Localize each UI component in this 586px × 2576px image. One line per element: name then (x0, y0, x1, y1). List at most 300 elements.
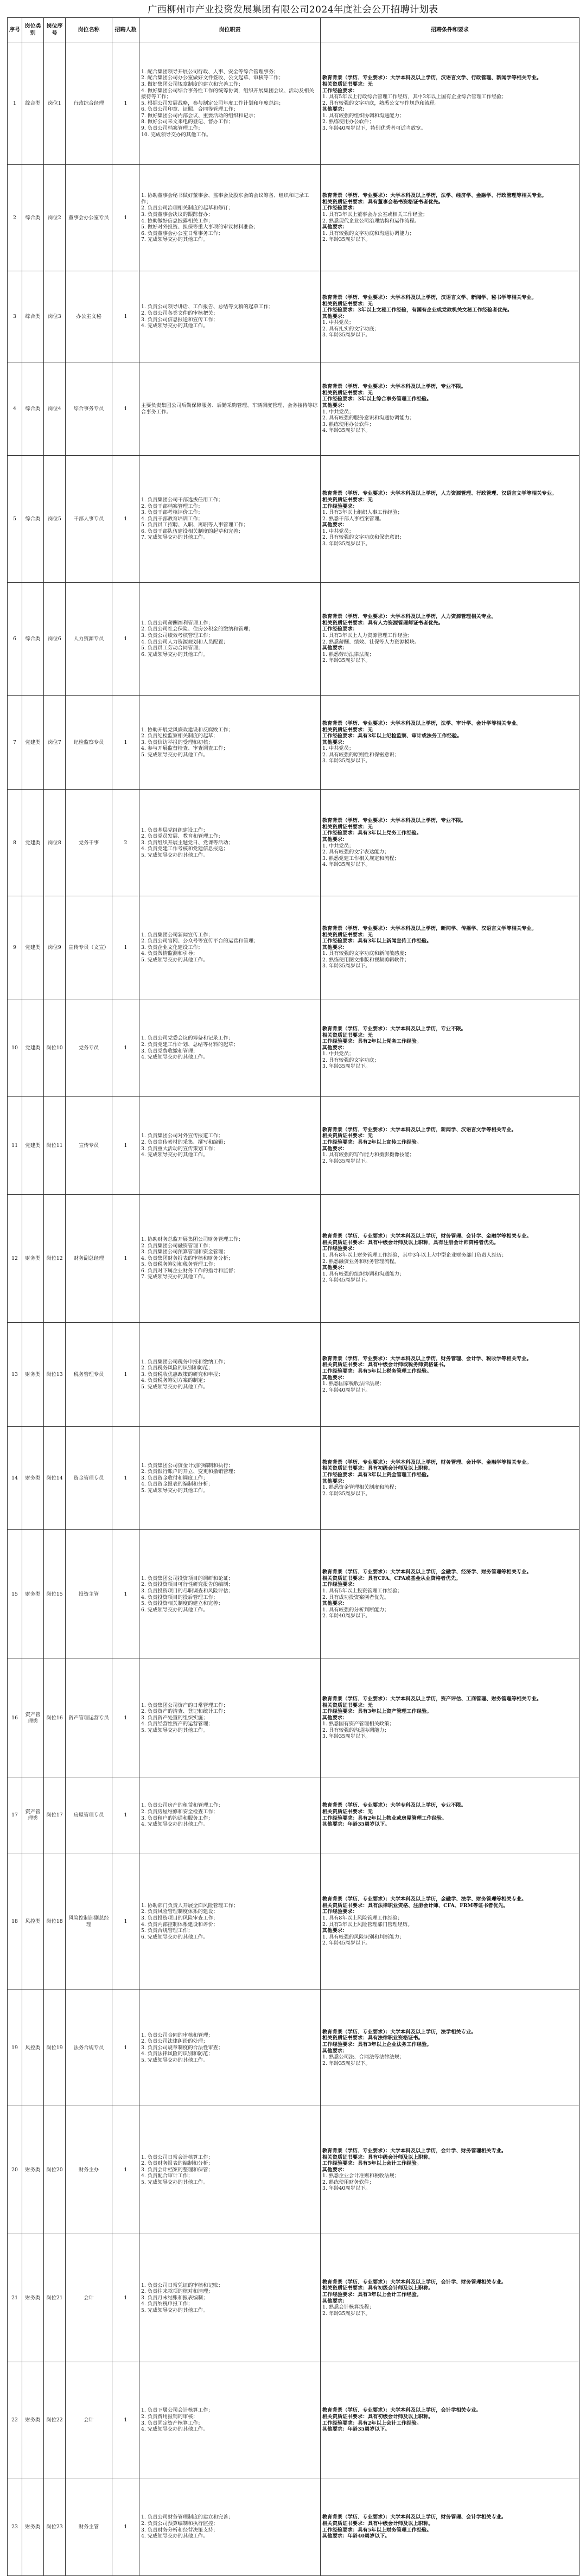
duty-line: 3. 负责税收优惠政策的研究和申报； (141, 1371, 224, 1378)
duty-line: 2. 负责公司治理相关制度的起草和修订； (141, 205, 233, 212)
requirement-line: 1. 中共党员； (322, 409, 354, 415)
requirement-line: 1. 熟悉劳动法律法规； (322, 651, 374, 658)
requirement-line: 教育背景（学历、专业要求）：大学本科及以上学历，专业不限。 (322, 1025, 466, 1032)
duty-line: 2. 负责公司法律纠纷的处理； (141, 2038, 208, 2045)
cell-post: 财务副总经理 (66, 1195, 112, 1323)
cell-dept: 综合类 (22, 583, 44, 696)
requirement-line: 工作经验要求：具有3年以上党务工作经验。 (322, 830, 422, 837)
duty-line: 5. 完成领导交办的其他工作。 (141, 1727, 208, 1733)
requirement-line: 其他要求： (322, 739, 348, 745)
duty-line: 4. 负责投资项目的投后管理工作； (141, 1594, 218, 1601)
requirement-line: 教育背景（学历、专业要求）：大学本科及以上学历，法学、经济学、金融学、行政管理等相关专业。 (322, 193, 547, 199)
cell-count: 1 (112, 42, 139, 165)
table-row (8, 1530, 579, 1659)
duty-line: 1. 负责公司党委会议的筹备和记录工作； (141, 1035, 233, 1042)
duty-line: 5. 完成领导交办的其他工作。 (141, 1383, 208, 1390)
requirement-line: 1. 中共党员； (322, 320, 354, 326)
duty-line: 5. 做好对外投资、担保等重大事项的审议材料准备； (141, 224, 259, 231)
cell-requirements (321, 896, 579, 999)
requirement-line: 3. 年龄35周岁以下。 (322, 1733, 371, 1740)
requirement-line: 相关资质证书要求：无 (322, 1702, 373, 1708)
requirement-line: 相关资质证书要求：具有法律职业资格、注册会计师、CFA、FRM等证书者优先。 (322, 1902, 508, 1909)
requirement-line: 教育背景（学历、专业要求）：大学本科及以上学历，资产评估、工商管理、财务管理等相关专业。 (322, 1695, 542, 1702)
requirement-line: 1. 熟悉国家税收法律法规； (322, 1381, 385, 1387)
cell-count: 1 (112, 1853, 139, 1990)
cell-requirements (321, 1659, 579, 1777)
cell-requirements (321, 696, 579, 790)
requirement-line: 其他要求： (322, 1265, 348, 1271)
requirement-line: 2. 年龄35周岁以下。 (322, 658, 371, 664)
requirement-line: 2. 具有较强的文字表达能力； (322, 849, 390, 856)
requirement-line: 相关资质证书要求：具有中级会计师或税务师资格证书。 (322, 1362, 449, 1368)
cell-dept: 党建类 (22, 790, 44, 896)
cell-seq: 15 (8, 1530, 22, 1659)
duty-line: 5. 完成领导交办的其他工作。 (141, 2307, 208, 2313)
table-body (8, 42, 579, 2576)
cell-code: 岗位5 (44, 456, 66, 583)
duty-line: 3. 负责党费收缴和管理； (141, 1048, 198, 1054)
requirement-line: 工作经验要求： (322, 205, 358, 212)
cell-seq: 19 (8, 1990, 22, 2106)
requirement-line: 1. 具有较强的文字功底和沟通协调能力； (322, 230, 415, 237)
requirement-line: 1. 具有较强的写作能力和摄影摄像技能； (322, 1152, 415, 1158)
duty-line: 5. 完成领导交办的其他工作。 (141, 751, 208, 758)
cell-count: 1 (112, 583, 139, 696)
cell-code: 岗位16 (44, 1659, 66, 1777)
cell-code: 岗位23 (44, 2478, 66, 2576)
cell-count: 1 (112, 1659, 139, 1777)
duty-line: 3. 负责财务分析和经营决策支持； (141, 2527, 218, 2533)
requirement-line: 其他要求： (322, 522, 348, 528)
cell-seq: 18 (8, 1853, 22, 1990)
duty-line: 1. 协助开展党风廉政建设和反腐败工作； (141, 726, 233, 733)
requirement-line: 教育背景（学历、专业要求）：大学本科及以上学历，会计学、财务管理相关专业。 (322, 2147, 507, 2154)
requirement-line: 工作经验要求： (322, 503, 358, 509)
cell-requirements (321, 2362, 579, 2478)
requirement-line: 2. 具有较强的文字功底； (322, 1057, 379, 1063)
cell-code: 岗位9 (44, 896, 66, 999)
requirement-line: 教育背景（学历、专业要求）：大学本科及以上学历，财务管理、会计学相关专业。 (322, 2514, 507, 2521)
duty-line: 2. 配合集团公司办公室做好文件签收、公文起草、审核等工作； (141, 75, 284, 81)
cell-post: 行政综合经理 (66, 42, 112, 165)
requirement-line: 其他要求： (322, 836, 348, 843)
duty-line: 7. 完成领导交办的其他工作。 (141, 1274, 208, 1280)
cell-code: 岗位12 (44, 1195, 66, 1323)
cell-post: 财务主办 (66, 2106, 112, 2234)
duty-line: 3. 负责企业文化建设工作； (141, 944, 203, 951)
duty-line: 3. 负责组织开展主题党日、党课等活动； (141, 839, 233, 846)
cell-count: 1 (112, 999, 139, 1097)
table-row (8, 2106, 579, 2234)
cell-post: 纪检监察专员 (66, 696, 112, 790)
duty-line: 3. 负责租户的沟通和服务工作； (141, 1815, 213, 1821)
duty-line: 5. 负责税务筹划和税务管理工作； (141, 1261, 218, 1268)
cell-seq: 10 (8, 999, 22, 1097)
duty-line: 2. 负责银行账户的开立、变更和撤销管理； (141, 1469, 239, 1475)
requirement-line: 1. 中共党员； (322, 745, 354, 752)
requirement-line: 2. 年龄35周岁以下。 (322, 237, 371, 243)
requirement-line: 1. 具有3年以上人力资源管理工作经验； (322, 632, 413, 639)
requirement-line: 1. 具有8年以上财务管理工作经验，其中3年以上大中型企业财务部门负责人经历； (322, 1252, 507, 1258)
table-row (8, 2478, 579, 2576)
requirement-line: 工作经验要求：具有3年以上企业法务工作经验。 (322, 2041, 432, 2048)
cell-seq: 12 (8, 1195, 22, 1323)
requirement-line: 2. 年龄35周岁以下。 (322, 1158, 371, 1164)
cell-duty (139, 1195, 321, 1323)
cell-dept: 综合类 (22, 165, 44, 271)
requirement-line: 工作经验要求： (322, 1246, 358, 1252)
requirement-line: 3. 年龄35周岁以下。 (322, 1063, 371, 1070)
duty-line: 1. 负责公司财务管理制度的建立和完善； (141, 2514, 233, 2521)
duty-line: 4. 负责舆情监测和引导； (141, 951, 198, 957)
duty-line: 4. 完成领导交办的其他工作。 (141, 2426, 208, 2433)
table-row (8, 2362, 579, 2478)
cell-duty (139, 696, 321, 790)
duty-line: 3. 负责会计档案的整理和保管； (141, 2166, 213, 2173)
duty-line: 1. 负责公司日常凭证的审核和记账； (141, 2282, 224, 2288)
duty-line: 4. 参与开展监督检查、审查调查工作； (141, 745, 228, 752)
requirement-line: 教育背景（学历、专业要求）：大学本科及以上学历，金融学、经济学、财务管理等相关专业。 (322, 1569, 532, 1576)
cell-requirements (321, 1323, 579, 1427)
header-seq: 序号 (8, 18, 22, 42)
cell-duty (139, 2234, 321, 2362)
requirement-line: 2. 熟练使用财务软件； (322, 2179, 374, 2185)
table-row (8, 583, 579, 696)
requirement-line: 教育背景（学历、专业要求）：大学本科及以上学历，专业不限。 (322, 384, 466, 390)
cell-requirements (321, 2478, 579, 2576)
cell-count: 1 (112, 2106, 139, 2234)
requirement-line: 4. 年龄35周岁以下。 (322, 862, 371, 868)
requirement-line: 其他要求： (322, 402, 348, 409)
cell-post: 会计 (66, 2362, 112, 2478)
cell-count: 1 (112, 2478, 139, 2576)
requirement-line: 教育背景（学历、专业要求）：大学本科及以上学历，会计学相关专业。 (322, 2407, 481, 2414)
requirement-line: 工作经验要求：具有5年以上财务管理工作经验。 (322, 2527, 432, 2533)
requirement-line: 相关资质证书要求：具有中级会计师及以上职称。 (322, 2154, 434, 2160)
duty-line: 3. 负责投资项目的尽职调查和风险评估； (141, 1587, 233, 1594)
table-row (8, 1853, 579, 1990)
requirement-line: 教育背景（学历、专业要求）：大学本科及以上学历，人力资源管理相关专业。 (322, 614, 496, 620)
duty-line: 5. 完成领导交办的其他工作。 (141, 2057, 208, 2063)
cell-duty (139, 165, 321, 271)
cell-dept: 综合类 (22, 42, 44, 165)
duty-line: 4. 完成领导交办的其他工作。 (141, 1054, 208, 1061)
cell-code: 岗位6 (44, 583, 66, 696)
cell-count: 1 (112, 1777, 139, 1853)
duty-line: 2. 负责公司预算编制和执行监控； (141, 2520, 218, 2527)
requirement-line: 相关资质证书要求：具有中级会计师及以上职称，具有注册会计师资格者优先。 (322, 1239, 499, 1246)
duty-line: 1. 负责集团公司对外宣传报道工作； (141, 1133, 224, 1139)
requirement-line: 2. 年龄35周岁以下。 (322, 1490, 371, 1497)
cell-dept: 财务类 (22, 2362, 44, 2478)
requirement-line: 其他要求：年龄35周岁以下。 (322, 1821, 390, 1828)
duty-line: 2. 负责公司社会保险、住房公积金的缴纳和管理； (141, 626, 254, 633)
cell-code: 岗位21 (44, 2234, 66, 2362)
requirement-line: 4. 年龄35周岁以下。 (322, 428, 371, 434)
table-row (8, 999, 579, 1097)
duty-line: 5. 负责投资相关制度的建立和完善； (141, 1601, 224, 1607)
requirement-line: 2. 熟练使用图文排版和视频剪辑软件； (322, 957, 410, 963)
table-header-row (8, 18, 579, 42)
cell-post: 法务合规专员 (66, 1990, 112, 2106)
requirement-line: 其他要求： (322, 2298, 348, 2304)
cell-requirements (321, 165, 579, 271)
cell-seq: 7 (8, 696, 22, 790)
table-row (8, 42, 579, 165)
requirement-line: 其他要求： (322, 1044, 348, 1051)
requirement-line: 其他要求： (322, 1145, 348, 1152)
requirement-line: 2. 具有成功投资案例者优先。 (322, 1594, 390, 1601)
cell-count: 1 (112, 165, 139, 271)
cell-code: 岗位13 (44, 1323, 66, 1427)
cell-code: 岗位3 (44, 271, 66, 362)
cell-seq: 20 (8, 2106, 22, 2234)
cell-requirements (321, 2234, 579, 2362)
cell-post: 资产管理运营专员 (66, 1659, 112, 1777)
cell-duty (139, 362, 321, 456)
duty-line: 1. 负责集团公司资产的日常管理工作； (141, 1702, 228, 1708)
requirement-line: 其他要求： (322, 313, 348, 320)
duty-line: 4. 负责资金报表的编制和分析； (141, 1481, 213, 1488)
recruitment-table (7, 17, 579, 2576)
cell-code: 岗位7 (44, 696, 66, 790)
cell-dept: 资产管理类 (22, 1659, 44, 1777)
cell-count: 1 (112, 1323, 139, 1427)
cell-seq: 14 (8, 1427, 22, 1530)
duty-line: 4. 协助做好信息披露相关工作； (141, 218, 213, 224)
cell-duty (139, 271, 321, 362)
cell-dept: 风控类 (22, 1990, 44, 2106)
cell-seq: 11 (8, 1097, 22, 1195)
duty-line: 1. 负责集团公司资金计划的编制和执行； (141, 1462, 233, 1469)
requirement-line: 相关资质证书要求：无 (322, 81, 373, 87)
duty-line: 4. 完成领导交办的其他工作。 (141, 1152, 208, 1158)
cell-dept: 财务类 (22, 1427, 44, 1530)
requirement-line: 教育背景（学历、专业要求）：大学本科及以上学历，财务管理、会计学、税收学等相关专业。 (322, 1355, 532, 1362)
requirement-line: 其他要求： (322, 2048, 348, 2054)
cell-dept: 风控类 (22, 1853, 44, 1990)
table-row (8, 1777, 579, 1853)
duty-line: 1. 负责公司房产的租赁和管理工作； (141, 1802, 224, 1809)
table-row (8, 271, 579, 362)
requirement-line: 其他要求： (322, 106, 348, 113)
cell-requirements (321, 1427, 579, 1530)
requirement-line: 2. 具有较强的沟通协调能力； (322, 1727, 390, 1733)
cell-requirements (321, 999, 579, 1097)
cell-post: 风险控制部副总经理 (66, 1853, 112, 1990)
duty-line: 1. 负责公司日常会计核算工作； (141, 2154, 213, 2160)
duty-line: 3. 负责公司规章制度的合法性审查； (141, 2044, 224, 2051)
duty-line: 2. 负责税务风险的识别和防范； (141, 1365, 213, 1372)
requirement-line: 工作经验要求：具有2年以上会计工作经验。 (322, 2420, 422, 2426)
header-code: 岗位序号 (44, 18, 66, 42)
cell-code: 岗位10 (44, 999, 66, 1097)
requirement-line: 教育背景（学历、专业要求）：大学本科及以上学历，法学相关专业。 (322, 2029, 476, 2035)
cell-post: 会计 (66, 2234, 112, 2362)
requirement-line: 其他要求： (322, 944, 348, 951)
requirement-line: 其他要求：年龄35周岁以下。 (322, 2426, 390, 2433)
cell-seq: 8 (8, 790, 22, 896)
requirement-line: 教育背景（学历、专业要求）：大学本科及以上学历，会计学、财务管理相关专业。 (322, 2279, 507, 2285)
requirement-line: 工作经验要求：具有3年以上资金管理工作经验。 (322, 1471, 432, 1478)
requirement-line: 1. 中共党员； (322, 528, 354, 534)
duty-line: 3. 负责资产处置的组织实施； (141, 1714, 208, 1721)
duty-line: 5. 完成领导交办的其他工作。 (141, 957, 208, 963)
cell-code: 岗位1 (44, 42, 66, 165)
requirement-line: 1. 具有8年以上风险管理工作经验； (322, 1915, 403, 1921)
requirement-line: 3. 年龄35周岁以下。 (322, 758, 371, 764)
duty-line: 4. 负责内部控制体系建设和评价； (141, 1921, 218, 1928)
requirement-line: 其他要求： (322, 1374, 348, 1381)
requirement-line: 相关资质证书要求：具有初级会计师及以上职称。 (322, 2285, 434, 2292)
duty-line: 3. 负责固定资产核算工作； (141, 2420, 203, 2426)
cell-post: 人力资源专员 (66, 583, 112, 696)
requirement-line: 2. 具有较强的文字功底，熟悉公文写作规范和流程。 (322, 100, 440, 106)
cell-count: 1 (112, 2234, 139, 2362)
cell-duty (139, 1777, 321, 1853)
requirement-line: 教育背景（学历、专业要求）：大学专科及以上学历，专业不限。 (322, 1802, 466, 1809)
cell-code: 岗位14 (44, 1427, 66, 1530)
duty-line: 7. 做好集团公司内部会议、重要活动的组织和记录； (141, 112, 259, 119)
duty-line: 5. 负责员工招聘、入职、离职等人事管理工作； (141, 522, 249, 528)
duty-line: 6. 完成领导交办的其他工作。 (141, 1934, 208, 1940)
requirement-line: 2. 年龄35周岁以下。 (322, 2310, 371, 2317)
cell-requirements (321, 1853, 579, 1990)
cell-seq: 13 (8, 1323, 22, 1427)
cell-post: 董事会办公室专员 (66, 165, 112, 271)
duty-line: 1. 负责公司薪酬福利管理工作； (141, 620, 213, 626)
cell-dept: 财务类 (22, 1323, 44, 1427)
duty-line: 4. 负责干部教育培训工作； (141, 515, 203, 522)
cell-dept: 综合类 (22, 456, 44, 583)
cell-requirements (321, 362, 579, 456)
cell-seq: 23 (8, 2478, 22, 2576)
requirement-line: 2. 熟悉薪酬、绩效、社保等人力资源模块。 (322, 639, 420, 645)
table-row (8, 1097, 579, 1195)
cell-code: 岗位11 (44, 1097, 66, 1195)
duty-line: 4. 负责集团财务报表的审核和财务分析； (141, 1255, 233, 1261)
requirement-line: 2. 熟悉干部人事档案管理。 (322, 515, 385, 522)
requirement-line: 相关资质证书要求：具有董事会秘书资格证书者优先。 (322, 199, 444, 205)
requirement-line: 工作经验要求：具有2年以上党务工作经验。 (322, 1038, 422, 1045)
cell-post: 宣传专员 (66, 1097, 112, 1195)
duty-line: 1. 负责公司合同的审核和管理； (141, 2032, 213, 2038)
duty-line: 4. 负责党建工作考核和党建信息报送； (141, 846, 228, 852)
requirement-line: 教育背景（学历、专业要求）：大学本科及以上学历，专业不限。 (322, 818, 466, 824)
requirement-line: 工作经验要求：具有3年以上纪检监察、审计或法务工作经验。 (322, 733, 462, 739)
requirement-line: 2. 具有扎实的文字功底； (322, 326, 379, 332)
table-row (8, 1323, 579, 1427)
requirement-line: 1. 熟悉公司法、合同法等法律法规； (322, 2054, 405, 2061)
cell-requirements (321, 790, 579, 896)
duty-line: 2. 负责纪检监察相关制度的起草； (141, 733, 218, 739)
cell-post: 资金管理专员 (66, 1427, 112, 1530)
header-duty: 岗位职责 (139, 18, 321, 42)
duty-line: 3. 负责公司信息报送和宣传工作； (141, 316, 218, 323)
cell-duty (139, 2478, 321, 2576)
cell-seq: 1 (8, 42, 22, 165)
requirement-line: 1. 具有较强的组织协调和沟通能力； (322, 1271, 405, 1277)
duty-line: 4. 负责纳税申报工作； (141, 2301, 193, 2307)
requirement-line: 相关资质证书要求：无 (322, 824, 373, 830)
duty-line: 6. 负责对下属企业财务工作的指导和监督； (141, 1267, 239, 1274)
requirement-line: 2. 年龄45周岁以下。 (322, 1277, 371, 1284)
requirement-line: 2. 具有较强的文字功底和保密意识； (322, 534, 405, 541)
cell-post: 干部人事专员 (66, 456, 112, 583)
duty-line: 4. 负责配合审计工作； (141, 2173, 193, 2179)
requirement-line: 相关资质证书要求：具有法律职业资格证书。 (322, 2035, 423, 2042)
table-row (8, 456, 579, 583)
duty-line: 4. 负责法律风险的识别和防范； (141, 2051, 213, 2057)
requirement-line: 其他要求： (322, 645, 348, 652)
table-row (8, 1659, 579, 1777)
cell-duty (139, 1990, 321, 2106)
cell-seq: 16 (8, 1659, 22, 1777)
requirement-line: 相关资质证书要求：具有人力资源管理师证书者优先。 (322, 620, 444, 626)
requirement-line: 3. 年龄35周岁以下。 (322, 963, 371, 970)
cell-duty (139, 790, 321, 896)
requirement-line: 教育背景（学历、专业要求）：大学本科及以上学历，法学、审计学、会计学等相关专业。 (322, 720, 522, 726)
requirement-line: 1. 具有较强的组织协调和沟通能力； (322, 112, 405, 119)
cell-count: 1 (112, 1427, 139, 1530)
requirement-line: 1. 具有较强的风险识别和判断能力； (322, 1934, 405, 1940)
cell-code: 岗位2 (44, 165, 66, 271)
requirement-line: 3. 熟悉党建工作相关规定和流程； (322, 855, 399, 862)
cell-duty (139, 456, 321, 583)
duty-line: 6. 完成领导交办的其他工作。 (141, 1606, 208, 1613)
cell-post: 党务干事 (66, 790, 112, 896)
requirement-line: 1. 具有5年以上行政综合管理工作经历，其中3年以上国有企业综合管理工作经验； (322, 94, 507, 100)
cell-post: 房屋管理专员 (66, 1777, 112, 1853)
requirement-line: 1. 具有3年以上董事会办公室或相关工作经验； (322, 211, 428, 218)
duty-line: 3. 负责集团公司预算管理和资金管理； (141, 1249, 228, 1255)
duty-line: 4. 完成领导交办的其他工作。 (141, 1821, 208, 1828)
duty-line: 2. 负责党员发展、教育和管理工作； (141, 833, 224, 840)
duty-line: 5. 负责员工劳动合同管理； (141, 645, 203, 652)
requirement-line: 教育背景（学历、专业要求）：大学本科及以上学历，人力资源管理、行政管理、汉语言文学等相关专业。 (322, 490, 557, 497)
cell-seq: 5 (8, 456, 22, 583)
cell-duty (139, 999, 321, 1097)
cell-dept: 财务类 (22, 1195, 44, 1323)
table-row (8, 2234, 579, 2362)
cell-dept: 资产管理类 (22, 1777, 44, 1853)
duty-line: 3. 负责信访举报的受理和初核； (141, 739, 213, 745)
cell-dept: 党建类 (22, 696, 44, 790)
requirement-line: 相关资质证书要求：无 (322, 726, 373, 733)
duty-line: 3. 负责公司绩效考核管理工作； (141, 632, 213, 639)
requirement-line: 2. 熟悉融资业务和财务管理流程。 (322, 1258, 399, 1265)
duty-line: 7. 完成领导交办的其他工作。 (141, 237, 208, 243)
duty-line: 3. 负责重大活动的宣传策划工作； (141, 1145, 218, 1152)
cell-dept: 党建类 (22, 999, 44, 1097)
requirement-line: 2. 年龄45周岁以下。 (322, 1940, 371, 1947)
cell-post: 税务管理专员 (66, 1323, 112, 1427)
requirement-line: 1. 熟悉资金管理相关制度和流程； (322, 1484, 399, 1491)
table-row (8, 1195, 579, 1323)
cell-code: 岗位18 (44, 1853, 66, 1990)
cell-count: 1 (112, 362, 139, 456)
duty-line: 1. 负责下属公司会计核算工作； (141, 2407, 213, 2414)
requirement-line: 工作经验要求：具有5年以上会计工作经验。 (322, 2160, 422, 2167)
cell-seq: 4 (8, 362, 22, 456)
cell-duty (139, 42, 321, 165)
requirement-line: 1. 具有较强的文字功底和新闻敏感度； (322, 951, 410, 957)
cell-dept: 财务类 (22, 2106, 44, 2234)
cell-post: 综合事务专员 (66, 362, 112, 456)
cell-code: 岗位4 (44, 362, 66, 456)
duty-line: 1. 协助董事会秘书做好董事会、监事会及股东会的会议筹备、组织和记录工作； (141, 193, 309, 205)
requirement-line: 相关资质证书要求：具有CFA、CPA或基金从业资格者优先。 (322, 1575, 461, 1582)
